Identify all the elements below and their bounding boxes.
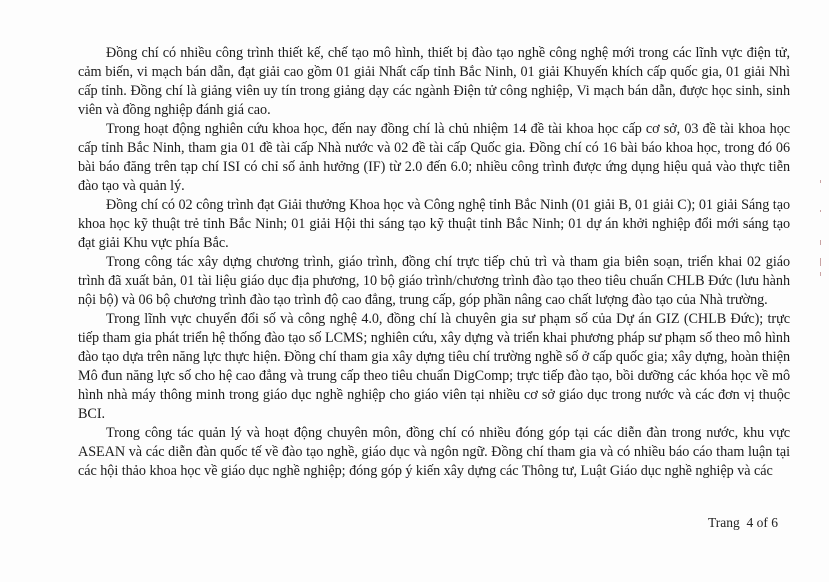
scan-mark <box>820 258 821 266</box>
paragraph-2: Trong hoạt động nghiên cứu khoa học, đến nay đồng chí là chủ nhiệm 14 đề tài khoa học cấp cơ sở, 03 đề tài khoa học cấp tỉnh Bắc Ninh, tham gia 01 đề tài cấp Nhà nước và 02 đề tài cấp Quốc gia. Đồng chí có 16 bài báo khoa học, trong đó 06 bài báo đăng trên tạp chí ISI có chỉ số ảnh hưởng (IF) từ 2.0 đến 6.0; nhiều công trình được ứng dụng hiệu quả vào thực tiễn đào tạo và quản lý. <box>78 121 790 194</box>
page-number: Trang 4 of 6 <box>708 515 779 530</box>
scan-mark <box>820 210 821 212</box>
paragraph-1: Đồng chí có nhiều công trình thiết kế, chế tạo mô hình, thiết bị đào tạo nghề công nghệ mới trong các lĩnh vực điện tử, cảm biến, vi mạch bán dẫn, đạt giải cao gồm 01 giải Nhất cấp tỉnh Bắc Ninh, 01 giải Khuyến khích cấp quốc gia, 01 giải Nhì cấp tỉnh. Đồng chí là giảng viên uy tín trong giảng dạy các ngành Điện tử công nghiệp, Vi mạch bán dẫn, được học sinh, sinh viên và đồng nghiệp đánh giá cao. <box>78 45 790 118</box>
scan-mark <box>820 240 821 245</box>
document-body <box>78 44 790 481</box>
paragraph-5: Trong lĩnh vực chuyển đổi số và công nghệ 4.0, đồng chí là chuyên gia sư phạm số của Dự án GIZ (CHLB Đức); trực tiếp tham gia phát triển hệ thống đào tạo số LCMS; nghiên cứu, xây dựng và triển khai phương pháp sư phạm số theo mô hình đào tạo dựa trên năng lực thực hiện. Đồng chí tham gia xây dựng tiêu chí trường nghề số ở cấp quốc gia; xây dựng, hoàn thiện Mô đun năng lực số cho hệ cao đẳng và trung cấp theo tiêu chuẩn DigComp; trực tiếp đào tạo, bồi dưỡng các khóa học về mô hình nhà máy thông minh trong giáo dục nghề nghiệp cho giáo viên tại nhiều cơ sở giáo dục trong nước và các đơn vị thuộc BCI. <box>78 311 790 422</box>
paragraph-3: Đồng chí có 02 công trình đạt Giải thưởng Khoa học và Công nghệ tỉnh Bắc Ninh (01 giải B, 01 giải C); 01 giải Sáng tạo khoa học kỹ thuật trẻ tỉnh Bắc Ninh; 01 giải Hội thi sáng tạo kỹ thuật tỉnh Bắc Ninh; 01 dự án khởi nghiệp đổi mới sáng tạo đạt giải Khu vực phía Bắc. <box>78 197 790 251</box>
scan-mark <box>820 272 821 276</box>
paragraph-4: Trong công tác xây dựng chương trình, giáo trình, đồng chí trực tiếp chủ trì và tham gia biên soạn, triển khai 02 giáo trình đã xuất bản, 01 tài liệu giáo dục địa phương, 10 bộ giáo trình/chương trình đào tạo theo tiêu chuẩn CHLB Đức (lưu hành nội bộ) và 06 bộ chương trình đào tạo trình độ cao đẳng, trung cấp, góp phần nâng cao chất lượng đào tạo của Nhà trường. <box>78 254 790 308</box>
scan-mark <box>820 180 821 183</box>
paragraph-6: Trong công tác quản lý và hoạt động chuyên môn, đồng chí có nhiều đóng góp tại các diễn đàn trong nước, khu vực ASEAN và các diễn đàn quốc tế về đào tạo nghề, giáo dục và ngôn ngữ. Đồng chí tham gia và có nhiều báo cáo tham luận tại các hội thảo khoa học về giáo dục nghề nghiệp; đóng góp ý kiến xây dựng các Thông tư, Luật Giáo dục nghề nghiệp và các <box>78 425 790 479</box>
margin-scan-marks <box>811 180 823 290</box>
